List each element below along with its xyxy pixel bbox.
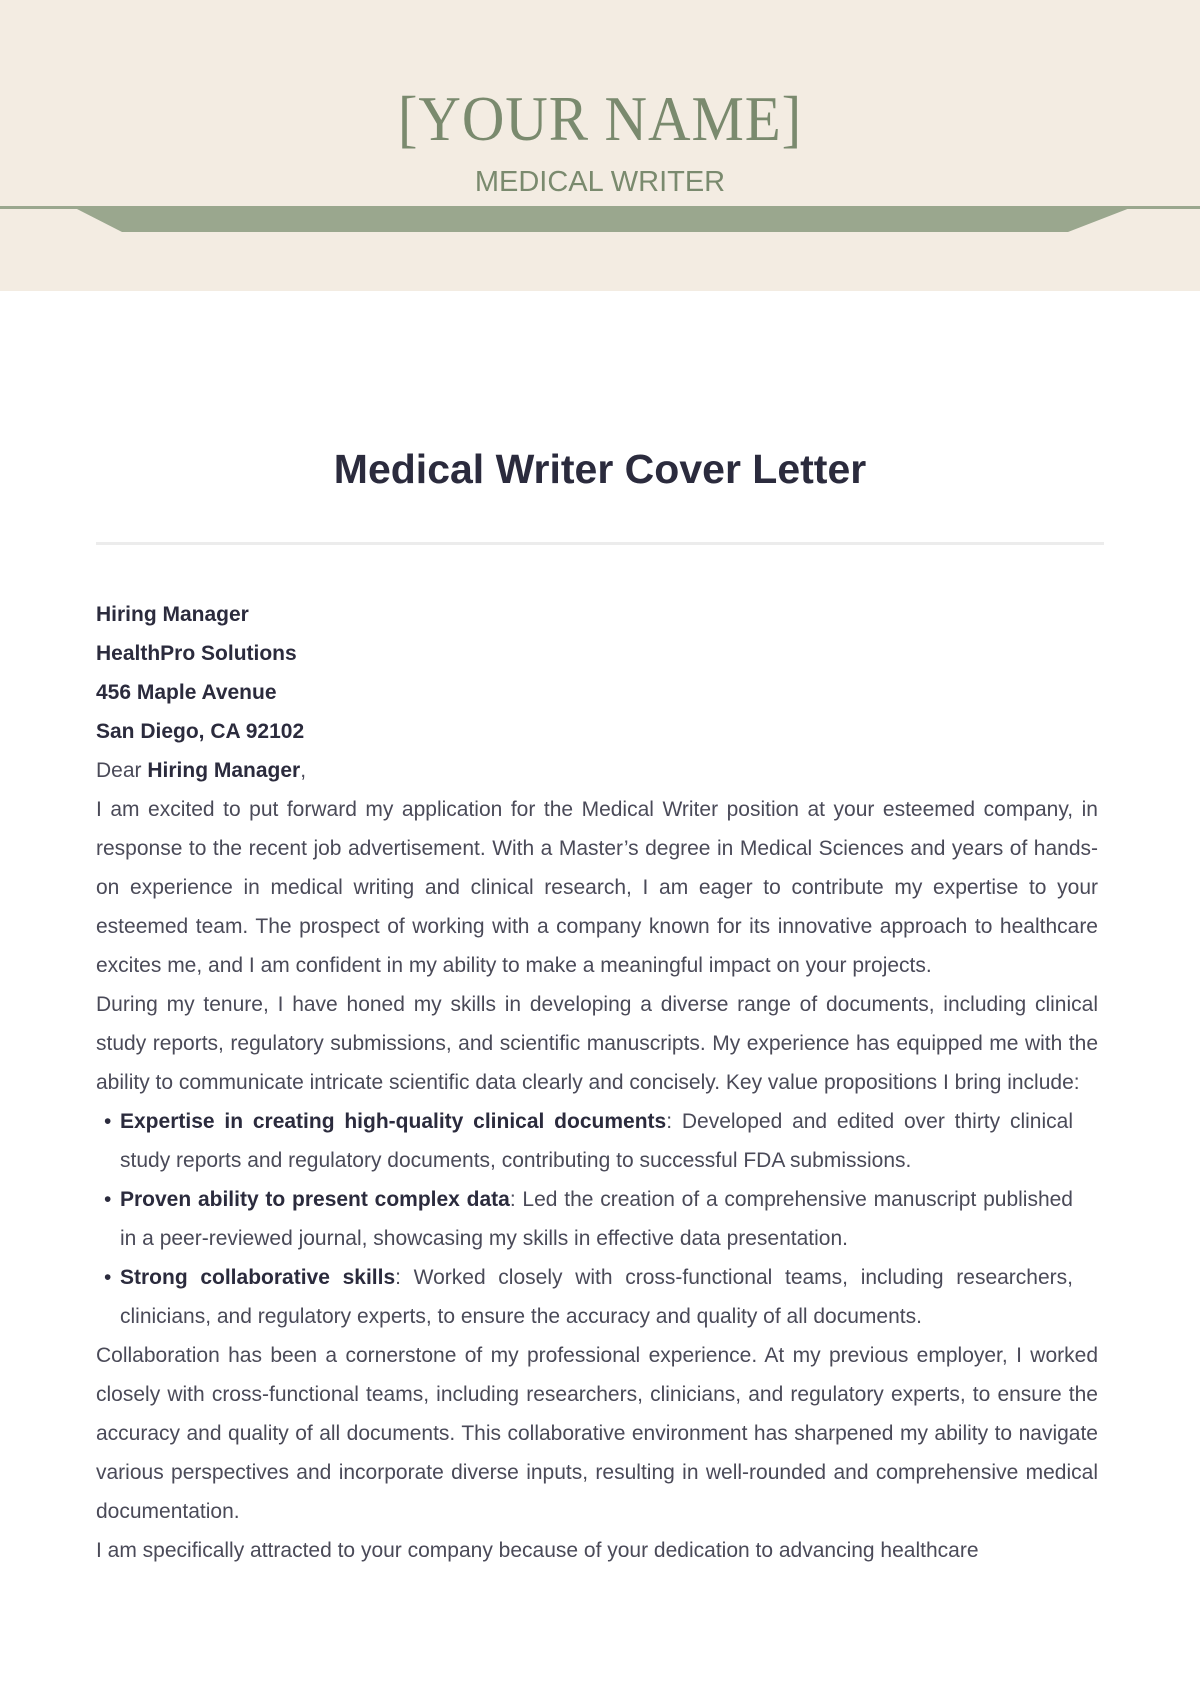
- salutation-suffix: ,: [300, 759, 307, 782]
- list-item: [120, 1180, 1073, 1258]
- recipient-line: San Diego, CA 92102: [96, 720, 305, 743]
- recipient-line: Hiring Manager: [96, 603, 249, 626]
- list-item-text: : Developed and edited over thirty clinical study reports and regulatory documents, contributing to successful FDA submissions.: [120, 1110, 1073, 1172]
- paragraph: Collaboration has been a cornerstone of my professional experience. At my previous employer, I worked closely with cross-functional teams, including researchers, clinicians, and regulatory experts, to ensure the accuracy and quality of all documents. This collaborative environment has sharpened my ability to navigate various perspectives and incorporate diverse inputs, resulting in well-rounded and comprehensive medical documentation.: [96, 1344, 1098, 1523]
- list-item: [120, 1258, 1073, 1336]
- list-item-title: Expertise in creating high-quality clinical documents: [120, 1110, 667, 1133]
- salutation-name: Hiring Manager: [147, 759, 301, 782]
- list-item-text: : Led the creation of a comprehensive manuscript published in a peer-reviewed journal, showcasing my skills in effective data presentation.: [120, 1188, 1073, 1250]
- salutation-prefix: Dear: [96, 759, 148, 782]
- list-item-text: : Worked closely with cross-functional teams, including researchers, clinicians, and regulatory experts, to ensure the accuracy and quality of all documents.: [120, 1266, 1073, 1328]
- applicant-name: [YOUR NAME]: [397, 83, 803, 154]
- letterhead: [0, 0, 1200, 291]
- paragraph: I am specifically attracted to your company because of your dedication to advancing healthcare: [96, 1539, 979, 1562]
- salutation: [96, 751, 1098, 790]
- recipient-line: HealthPro Solutions: [96, 642, 297, 665]
- value-list: [96, 1102, 1098, 1336]
- letter-body: [96, 595, 1098, 1570]
- paragraph: During my tenure, I have honed my skills in developing a diverse range of documents, including clinical study reports, regulatory submissions, and scientific manuscripts. My experience has equipped me with the ability to communicate intricate scientific data clearly and concisely. Key value propositions I bring include:: [96, 993, 1098, 1094]
- list-item-title: Strong collaborative skills: [120, 1266, 396, 1289]
- list-item-title: Proven ability to present complex data: [120, 1188, 510, 1211]
- applicant-role: MEDICAL WRITER: [474, 166, 726, 198]
- divider: [96, 542, 1104, 545]
- paragraph: I am excited to put forward my application for the Medical Writer position at your esteemed company, in response to the recent job advertisement. With a Master’s degree in Medical Sciences and years of hands-on experience in medical writing and clinical research, I am eager to contribute my expertise to your esteemed team. The prospect of working with a company known for its innovative approach to healthcare excites me, and I am confident in my ability to make a meaningful impact on your projects.: [96, 798, 1098, 977]
- document-title: Medical Writer Cover Letter: [333, 446, 867, 492]
- decorative-band: [0, 204, 1200, 234]
- recipient-line: 456 Maple Avenue: [96, 681, 277, 704]
- list-item: [120, 1102, 1073, 1180]
